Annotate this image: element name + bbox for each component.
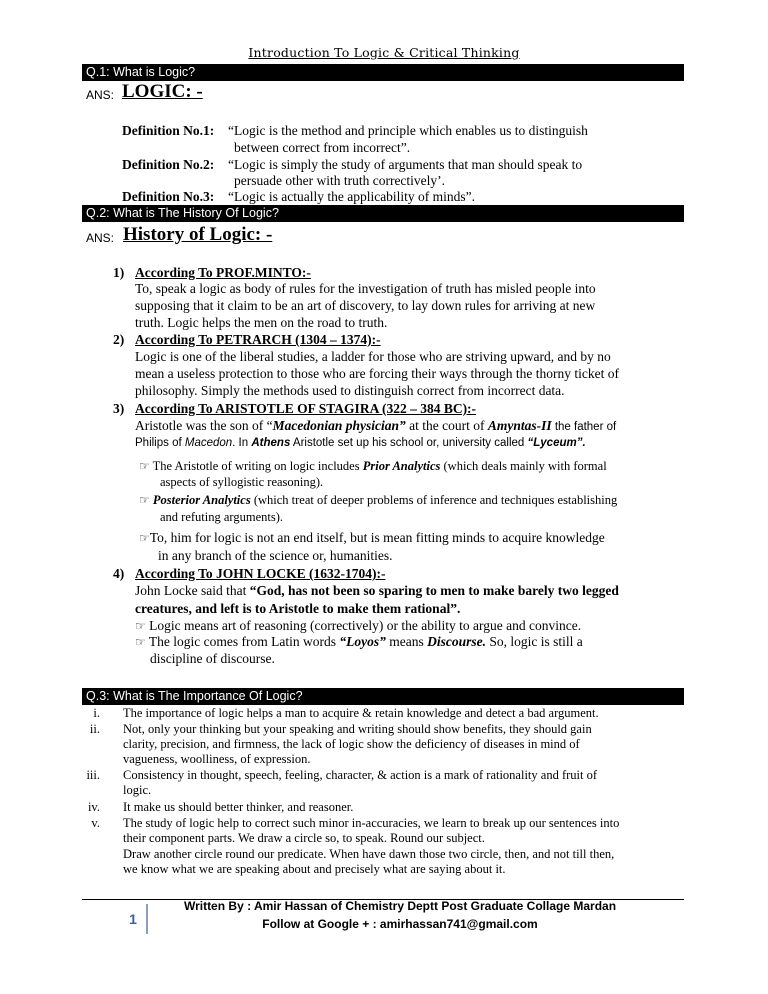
locke-line-1: John Locke said that “God, has not been so sparing to men to make barely two legged	[135, 583, 619, 598]
importance-item-3-line-2: logic.	[123, 783, 152, 797]
importance-item-1-number: i.	[93, 706, 100, 720]
aristotle-bullet-2: ☞ Posterior Analytics (which treat of deeper problems of inference and techniques establishing	[139, 493, 618, 507]
q1-bar: Q.1: What is Logic?	[82, 64, 684, 81]
aristotle-bullet-1-cont: aspects of syllogistic reasoning).	[160, 475, 324, 489]
locke-line-2: creatures, and left is to Aristotle to make them rational”.	[135, 601, 461, 616]
history-item-4-number: 4)	[113, 566, 125, 581]
aristotle-bullet-2-cont: and refuting arguments).	[160, 510, 283, 524]
history-item-1-line-1: To, speak a logic as body of rules for the investigation of truth has misled people into	[135, 281, 596, 296]
locke-bullet-2-cont: discipline of discourse.	[150, 651, 275, 666]
importance-item-5-line-2: their component parts. We draw a circle so, to speak. Round our subject.	[123, 831, 485, 845]
definition-2-text-2: persuade other with truth correctively’.	[234, 173, 446, 188]
importance-item-5-line-4: we know what we are speaking about and precisely what are saying about it.	[123, 862, 506, 876]
importance-item-5-number: v.	[91, 816, 100, 830]
importance-item-2-line-3: vagueness, woolliness, of expression.	[123, 752, 311, 766]
q1-ans-label: ANS:	[86, 88, 115, 102]
history-item-3-number: 3)	[113, 401, 125, 416]
history-item-2-line-3: philosophy. Simply the methods used to distinguish correct from incorrect data.	[135, 383, 565, 398]
definition-1-text-2: between correct from incorrect”.	[234, 140, 411, 155]
importance-item-4-line-1: It make us should better thinker, and reasoner.	[123, 800, 354, 814]
footer-contact: Follow at Google + : amirhassan741@gmail.com	[262, 917, 538, 931]
history-item-2-line-1: Logic is one of the liberal studies, a ladder for those who are striving upward, and by no	[135, 349, 611, 364]
q2-ans-label: ANS:	[86, 231, 115, 245]
importance-item-2-number: ii.	[89, 722, 100, 736]
definition-3-text: “Logic is actually the applicability of minds”.	[228, 189, 476, 204]
page-title: Introduction To Logic & Critical Thinking	[248, 45, 520, 60]
locke-bullet-2: ☞ The logic comes from Latin words “Loyos” means Discourse. So, logic is still a	[135, 634, 583, 649]
history-item-4-heading: According To JOHN LOCKE (1632-1704):-	[135, 566, 386, 581]
importance-item-5-line-1: The study of logic help to correct such minor in-accuracies, we learn to break up our sentences into	[123, 816, 620, 830]
history-item-2-number: 2)	[113, 332, 125, 347]
definition-2-label: Definition No.2:	[122, 157, 215, 172]
q2-bar: Q.2: What is The History Of Logic?	[82, 205, 684, 222]
history-item-2-heading: According To PETRARCH (1304 – 1374):-	[135, 332, 381, 347]
importance-item-3-number: iii.	[86, 768, 100, 782]
history-item-1-line-3: truth. Logic helps the men on the road to truth.	[135, 315, 388, 330]
aristotle-bullet-3-cont: in any branch of the science or, humanities.	[158, 548, 393, 563]
history-item-1-line-2: supposing that it claim to be an art of discovery, to lay down rules for arriving at new	[135, 298, 596, 313]
history-item-2-line-2: mean a useless protection to those who are forcing their ways through the thorny ticket of	[135, 366, 619, 381]
importance-item-2-line-1: Not, only your thinking but your speaking and writing should show benefits, they should gain	[123, 722, 592, 736]
history-item-1-heading: According To PROF.MINTO:-	[135, 265, 311, 280]
page-number: 1	[120, 904, 148, 934]
importance-item-1-line-1: The importance of logic helps a man to acquire & retain knowledge and detect a bad argument.	[123, 706, 599, 720]
definition-1-label: Definition No.1:	[122, 123, 215, 138]
pointing-hand-icon: ☞	[139, 459, 150, 473]
pointing-hand-icon: ☞	[139, 531, 150, 545]
aristotle-bullet-3: ☞To, him for logic is not an end itself, but is mean fitting minds to acquire knowledge	[139, 530, 605, 545]
q3-bar: Q.3: What is The Importance Of Logic?	[82, 688, 684, 705]
history-item-1-number: 1)	[113, 265, 125, 280]
importance-item-5-line-3: Draw another circle round our predicate. When have dawn those two circle, then, and not till then,	[123, 847, 615, 861]
importance-item-2-line-2: clarity, precision, and firmness, the lack of logic show the deficiency of diseases in mind of	[123, 737, 580, 751]
history-item-3-heading: According To ARISTOTLE OF STAGIRA (322 – 384 BC):-	[135, 401, 477, 416]
aristotle-bullet-1: ☞ The Aristotle of writing on logic includes Prior Analytics (which deals mainly with formal	[139, 459, 607, 473]
importance-item-3-line-1: Consistency in thought, speech, feeling, character, & action is a mark of rationality and fruit of	[123, 768, 598, 782]
pointing-hand-icon: ☞	[135, 635, 146, 649]
definition-3-label: Definition No.3:	[122, 189, 215, 204]
definition-1-text: “Logic is the method and principle which enables us to distinguish	[228, 123, 588, 138]
q2-ans-title: History of Logic: -	[123, 224, 273, 245]
footer-author: Written By : Amir Hassan of Chemistry Deptt Post Graduate Collage Mardan	[183, 899, 617, 913]
definition-2-text: “Logic is simply the study of arguments that man should speak to	[228, 157, 583, 172]
importance-item-4-number: iv.	[87, 800, 100, 814]
aristotle-line-1: Aristotle was the son of “Macedonian physician” at the court of Amyntas-II the father of	[135, 418, 617, 433]
q1-ans-title: LOGIC: -	[122, 81, 203, 102]
aristotle-line-2: Philips of Macedon. In Athens Aristotle set up his school or, university called “Lyceum”.	[135, 437, 586, 449]
pointing-hand-icon: ☞	[139, 493, 150, 507]
locke-bullet-1: ☞ Logic means art of reasoning (correctively) or the ability to argue and convince.	[135, 618, 582, 633]
pointing-hand-icon: ☞	[135, 619, 146, 633]
